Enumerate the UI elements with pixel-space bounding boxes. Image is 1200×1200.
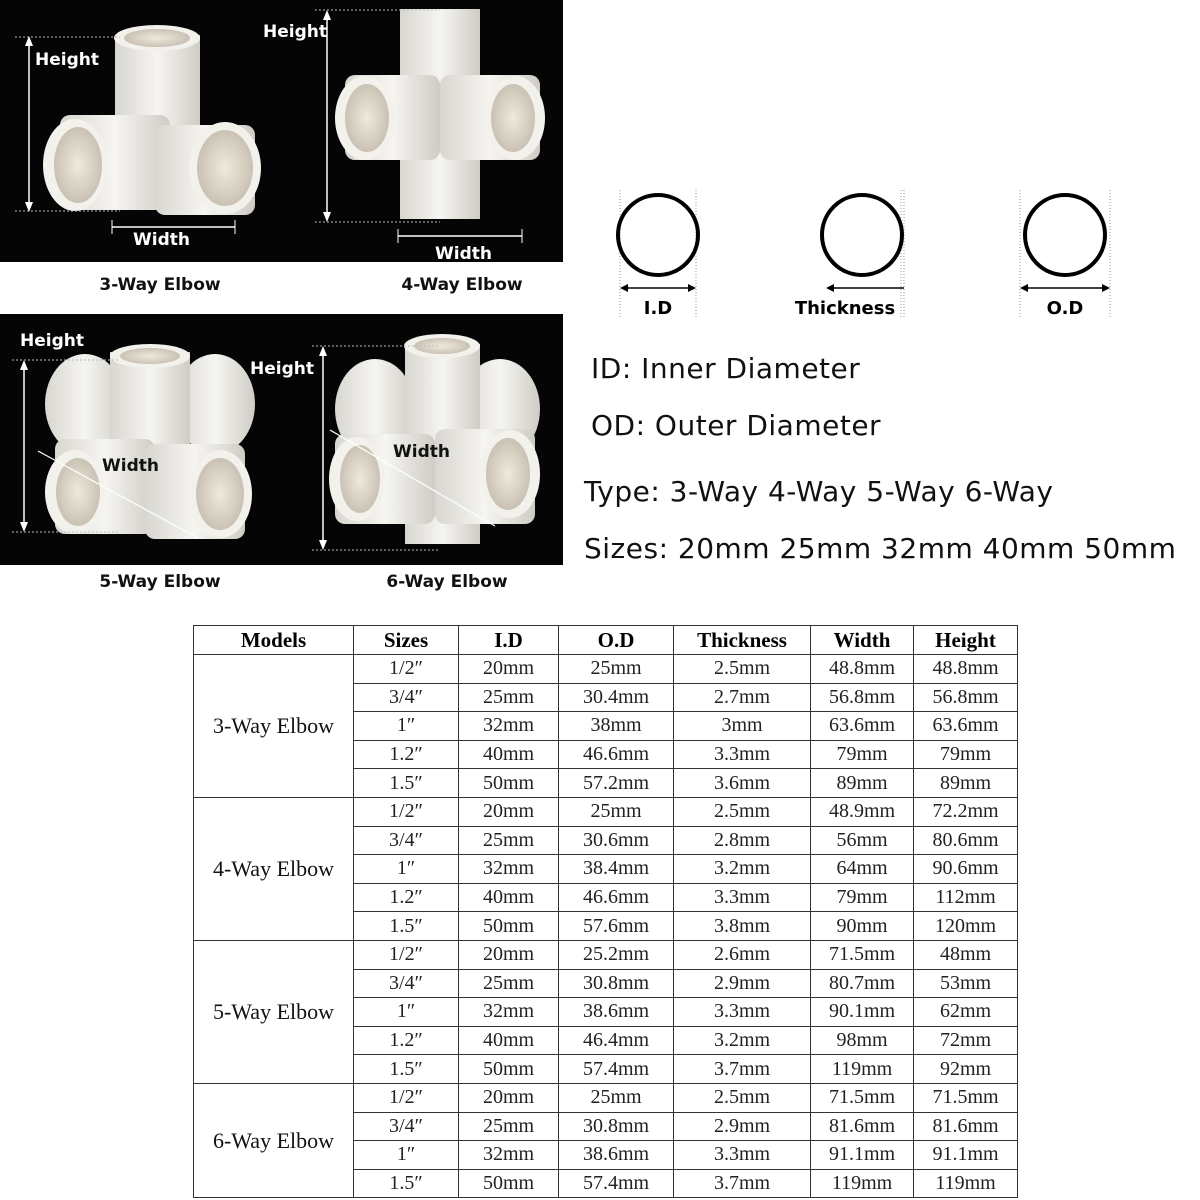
label-id: I.D xyxy=(643,298,673,319)
width-cell: 56mm xyxy=(811,826,914,855)
model-cell: 3-Way Elbow xyxy=(194,655,354,798)
od-cell: 46.6mm xyxy=(559,883,674,912)
size-cell: 1.5″ xyxy=(354,912,459,941)
thickness-cell: 2.5mm xyxy=(674,797,811,826)
height-cell: 56.8mm xyxy=(914,683,1018,712)
size-cell: 1.2″ xyxy=(354,740,459,769)
width-cell: 79mm xyxy=(811,883,914,912)
width-cell: 90.1mm xyxy=(811,998,914,1027)
size-cell: 1/2″ xyxy=(354,797,459,826)
thickness-cell: 3.3mm xyxy=(674,883,811,912)
label-thickness: Thickness xyxy=(794,298,896,319)
width-label-4way: Width xyxy=(435,244,492,262)
id-cell: 50mm xyxy=(459,912,559,941)
od-cell: 38.4mm xyxy=(559,855,674,884)
id-cell: 50mm xyxy=(459,1169,559,1198)
od-cell: 38.6mm xyxy=(559,998,674,1027)
header-id: I.D xyxy=(459,626,559,655)
id-cell: 32mm xyxy=(459,712,559,741)
od-cell: 46.6mm xyxy=(559,740,674,769)
thickness-cell: 3.3mm xyxy=(674,1141,811,1170)
header-sizes: Sizes xyxy=(354,626,459,655)
photo-5way-6way xyxy=(0,314,563,565)
width-cell: 91.1mm xyxy=(811,1141,914,1170)
id-cell: 50mm xyxy=(459,1055,559,1084)
od-cell: 38.6mm xyxy=(559,1141,674,1170)
id-cell: 20mm xyxy=(459,655,559,684)
height-cell: 79mm xyxy=(914,740,1018,769)
width-cell: 98mm xyxy=(811,1026,914,1055)
caption-4way-elbow: 4-Way Elbow xyxy=(401,275,523,295)
width-cell: 119mm xyxy=(811,1055,914,1084)
caption-3way-elbow: 3-Way Elbow xyxy=(99,275,221,295)
id-cell: 50mm xyxy=(459,769,559,798)
table-header-row xyxy=(194,626,1018,655)
info-inner-diameter: ID: Inner Diameter xyxy=(591,352,861,385)
od-cell: 57.4mm xyxy=(559,1055,674,1084)
height-cell: 120mm xyxy=(914,912,1018,941)
height-cell: 80.6mm xyxy=(914,826,1018,855)
thickness-cell: 3.2mm xyxy=(674,1026,811,1055)
diagram-thickness xyxy=(790,190,920,320)
size-cell: 1/2″ xyxy=(354,655,459,684)
height-label-6way: Height xyxy=(250,359,314,379)
height-cell: 90.6mm xyxy=(914,855,1018,884)
id-cell: 25mm xyxy=(459,826,559,855)
od-cell: 30.6mm xyxy=(559,826,674,855)
caption-6way-elbow: 6-Way Elbow xyxy=(386,572,508,592)
size-cell: 1.2″ xyxy=(354,883,459,912)
table-row xyxy=(194,940,1018,969)
id-cell: 25mm xyxy=(459,969,559,998)
id-cell: 32mm xyxy=(459,998,559,1027)
table-row xyxy=(194,797,1018,826)
height-cell: 48.8mm xyxy=(914,655,1018,684)
table-row xyxy=(194,1083,1018,1112)
height-cell: 71.5mm xyxy=(914,1083,1018,1112)
height-cell: 53mm xyxy=(914,969,1018,998)
thickness-cell: 2.7mm xyxy=(674,683,811,712)
model-cell: 4-Way Elbow xyxy=(194,797,354,940)
width-cell: 48.9mm xyxy=(811,797,914,826)
label-od: O.D xyxy=(1046,298,1084,319)
thickness-cell: 2.9mm xyxy=(674,969,811,998)
height-label-4way: Height xyxy=(263,22,327,42)
diagram-outer-diameter xyxy=(1015,190,1115,320)
width-cell: 71.5mm xyxy=(811,940,914,969)
thickness-cell: 3.3mm xyxy=(674,740,811,769)
thickness-cell: 2.5mm xyxy=(674,655,811,684)
od-cell: 46.4mm xyxy=(559,1026,674,1055)
width-cell: 63.6mm xyxy=(811,712,914,741)
od-cell: 25.2mm xyxy=(559,940,674,969)
id-cell: 40mm xyxy=(459,883,559,912)
height-cell: 91.1mm xyxy=(914,1141,1018,1170)
width-label-6way: Width xyxy=(393,442,450,462)
od-cell: 57.4mm xyxy=(559,1169,674,1198)
size-cell: 3/4″ xyxy=(354,826,459,855)
thickness-cell: 3.3mm xyxy=(674,998,811,1027)
id-cell: 40mm xyxy=(459,740,559,769)
height-cell: 119mm xyxy=(914,1169,1018,1198)
size-cell: 1.2″ xyxy=(354,1026,459,1055)
info-sizes: Sizes: 20mm 25mm 32mm 40mm 50mm xyxy=(584,532,1177,565)
height-cell: 62mm xyxy=(914,998,1018,1027)
width-cell: 90mm xyxy=(811,912,914,941)
height-label-3way: Height xyxy=(35,50,99,70)
thickness-cell: 2.9mm xyxy=(674,1112,811,1141)
width-cell: 80.7mm xyxy=(811,969,914,998)
height-cell: 89mm xyxy=(914,769,1018,798)
thickness-cell: 3.2mm xyxy=(674,855,811,884)
id-cell: 25mm xyxy=(459,1112,559,1141)
width-cell: 48.8mm xyxy=(811,655,914,684)
thickness-cell: 2.8mm xyxy=(674,826,811,855)
od-cell: 30.8mm xyxy=(559,1112,674,1141)
width-cell: 71.5mm xyxy=(811,1083,914,1112)
id-cell: 32mm xyxy=(459,855,559,884)
thickness-cell: 2.6mm xyxy=(674,940,811,969)
height-cell: 63.6mm xyxy=(914,712,1018,741)
width-label-5way: Width xyxy=(102,456,159,476)
size-cell: 1/2″ xyxy=(354,940,459,969)
size-cell: 3/4″ xyxy=(354,969,459,998)
header-width: Width xyxy=(811,626,914,655)
size-cell: 1.5″ xyxy=(354,1169,459,1198)
height-cell: 81.6mm xyxy=(914,1112,1018,1141)
od-cell: 25mm xyxy=(559,1083,674,1112)
id-cell: 25mm xyxy=(459,683,559,712)
table-row xyxy=(194,655,1018,684)
height-cell: 48mm xyxy=(914,940,1018,969)
width-cell: 81.6mm xyxy=(811,1112,914,1141)
spec-table xyxy=(193,625,1018,1198)
header-od: O.D xyxy=(559,626,674,655)
caption-5way-elbow: 5-Way Elbow xyxy=(99,572,221,592)
width-label-3way: Width xyxy=(133,230,190,250)
header-models: Models xyxy=(194,626,354,655)
width-cell: 119mm xyxy=(811,1169,914,1198)
od-cell: 57.6mm xyxy=(559,912,674,941)
info-outer-diameter: OD: Outer Diameter xyxy=(591,409,882,442)
size-cell: 1″ xyxy=(354,998,459,1027)
thickness-cell: 3.7mm xyxy=(674,1169,811,1198)
info-types: Type: 3-Way 4-Way 5-Way 6-Way xyxy=(584,475,1054,508)
diagram-inner-diameter xyxy=(608,190,708,320)
size-cell: 3/4″ xyxy=(354,683,459,712)
header-thickness: Thickness xyxy=(674,626,811,655)
model-cell: 5-Way Elbow xyxy=(194,940,354,1083)
size-cell: 1″ xyxy=(354,1141,459,1170)
od-cell: 25mm xyxy=(559,655,674,684)
size-cell: 1″ xyxy=(354,712,459,741)
thickness-cell: 3mm xyxy=(674,712,811,741)
height-cell: 72.2mm xyxy=(914,797,1018,826)
thickness-cell: 3.8mm xyxy=(674,912,811,941)
height-cell: 72mm xyxy=(914,1026,1018,1055)
size-cell: 1/2″ xyxy=(354,1083,459,1112)
width-cell: 79mm xyxy=(811,740,914,769)
id-cell: 40mm xyxy=(459,1026,559,1055)
photo-3way-4way xyxy=(0,0,563,262)
size-cell: 1″ xyxy=(354,855,459,884)
thickness-cell: 3.7mm xyxy=(674,1055,811,1084)
od-cell: 25mm xyxy=(559,797,674,826)
model-cell: 6-Way Elbow xyxy=(194,1083,354,1197)
od-cell: 30.8mm xyxy=(559,969,674,998)
width-cell: 56.8mm xyxy=(811,683,914,712)
height-cell: 92mm xyxy=(914,1055,1018,1084)
header-height: Height xyxy=(914,626,1018,655)
id-cell: 20mm xyxy=(459,940,559,969)
id-cell: 32mm xyxy=(459,1141,559,1170)
height-label-5way: Height xyxy=(20,331,84,351)
id-cell: 20mm xyxy=(459,797,559,826)
od-cell: 38mm xyxy=(559,712,674,741)
width-cell: 64mm xyxy=(811,855,914,884)
height-cell: 112mm xyxy=(914,883,1018,912)
thickness-cell: 2.5mm xyxy=(674,1083,811,1112)
od-cell: 57.2mm xyxy=(559,769,674,798)
id-cell: 20mm xyxy=(459,1083,559,1112)
width-cell: 89mm xyxy=(811,769,914,798)
thickness-cell: 3.6mm xyxy=(674,769,811,798)
od-cell: 30.4mm xyxy=(559,683,674,712)
size-cell: 1.5″ xyxy=(354,769,459,798)
spec-table-body xyxy=(194,655,1018,1198)
size-cell: 1.5″ xyxy=(354,1055,459,1084)
elbow-illustration-bottom xyxy=(0,314,563,565)
size-cell: 3/4″ xyxy=(354,1112,459,1141)
